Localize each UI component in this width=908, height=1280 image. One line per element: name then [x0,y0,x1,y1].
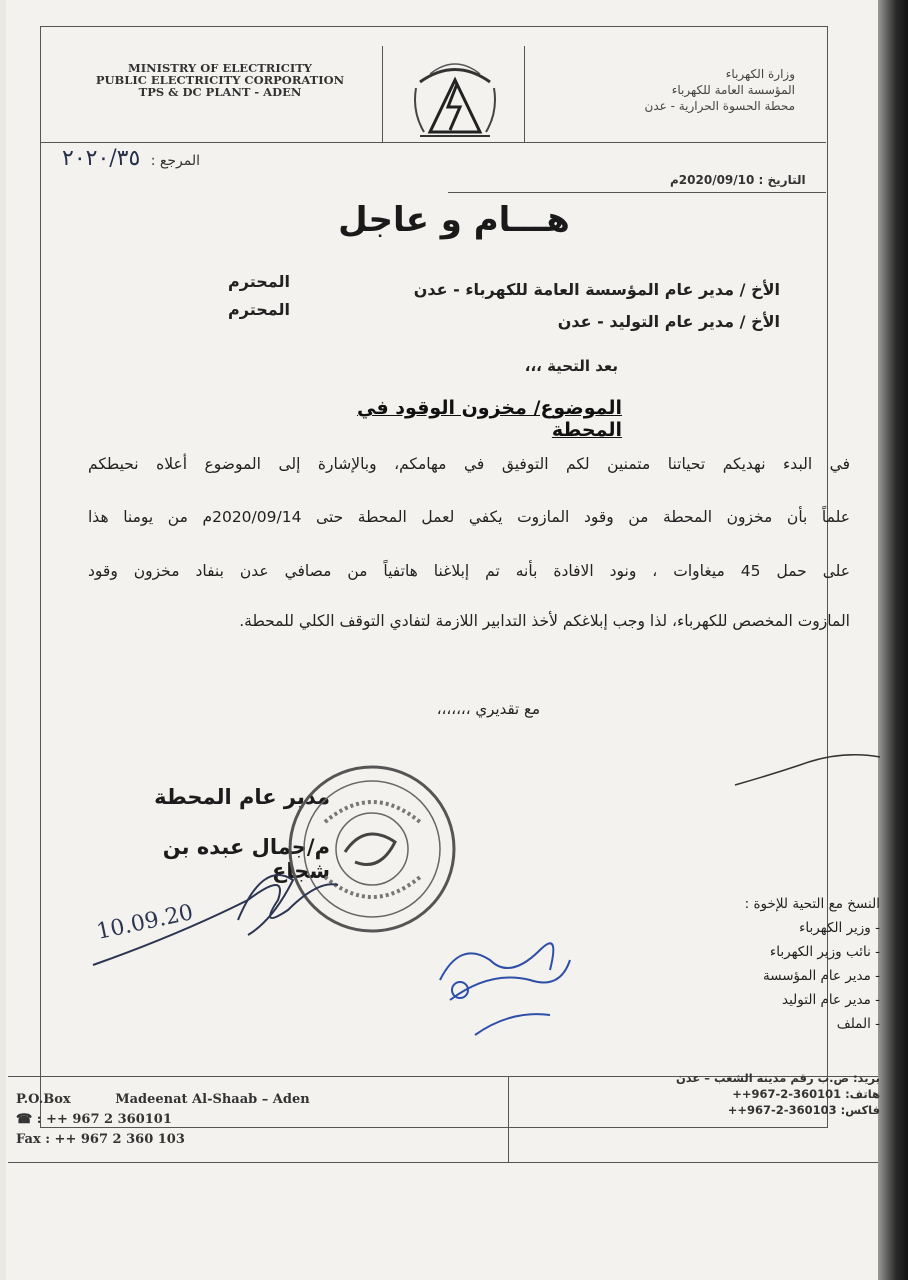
date-divider [448,192,826,193]
reference-number [62,146,200,171]
handwritten-date: 10.09.20 [94,900,196,945]
date-value: 2020/09/10م [670,173,755,187]
footer-pobox: P.O.Box [16,1092,71,1107]
letterhead-plant-en: TPS & DC PLANT - ADEN [138,85,302,99]
letterhead-ministry-en: MINISTRY OF ELECTRICITY [127,61,313,75]
body-line-1: في البدء نهديكم تحياتنا متمنين لكم التوفيق في مهامكم، وبالإشارة إلى الموضوع أعلاه نحيطكم [88,455,850,473]
recipient-1: الأخ / مدير عام المؤسسة العامة للكهرباء - عدن [413,280,780,299]
handwritten-mark-icon [730,745,890,795]
arabic-letterhead [545,66,795,114]
header-col-divider-left [382,46,383,142]
copies-header: النسخ مع التحية للإخوة : [744,896,880,912]
copy-item: - الملف [836,1016,880,1032]
letterhead-plant-ar: محطة الحسوة الحرارية - عدن [644,99,795,113]
footer-phone-en [16,1110,310,1130]
footer-address-en [16,1090,310,1110]
footer-fax-value: : ++ 967 2 360 103 [45,1132,185,1147]
copy-item: - نائب وزير الكهرباء [769,944,880,960]
footer-english [16,1090,310,1150]
recipient-1-honorific: المحترم [228,272,290,291]
letter-date [670,173,806,187]
footer-phone-value: : ++ 967 2 360101 [36,1112,172,1127]
recipient-2-honorific: المحترم [228,300,290,319]
footer-phone-ar: هاتف: 360101-2-967++ [732,1087,880,1101]
body-line-4: المازوت المخصص للكهرباء، لذا وجب إبلاغكم لأخذ التدابير اللازمة لتفادي التوقف الكلي للمحطة. [239,612,850,630]
body-line-3: على حمل 45 ميغاوات ، ونود الافادة بأنه تم إبلاغنا هاتفياً من مصافي عدن بنفاد مخزون وقود [88,562,850,580]
phone-icon: ☎ [16,1112,33,1127]
signatory-title: مدير عام المحطة [154,785,330,809]
footer-mail-ar: بريد: ص.ب رقم مدينة الشعب – عدن [675,1071,880,1085]
greeting: بعد التحية ،،، [524,357,618,375]
recipient-2: الأخ / مدير عام التوليد - عدن [557,312,780,331]
english-letterhead [70,62,370,98]
footer-bottom-line [8,1162,878,1163]
letterhead-corp-ar: المؤسسة العامة للكهرباء [671,83,795,97]
date-label: التاريخ : [758,173,806,187]
letterhead-corp-en: PUBLIC ELECTRICITY CORPORATION [95,73,345,87]
footer-col-divider [508,1076,509,1162]
copy-item: - مدير عام المؤسسة [762,968,880,984]
signatory-name: م/جمال عبده بن شجاع [162,835,330,883]
copies-list [650,892,880,1036]
header-col-divider-right [524,46,525,142]
body-line-2: علماً بأن مخزون المحطة من وقود المازوت يكفي لعمل المحطة حتى 2020/09/14م من يومنا هذا [88,508,850,526]
copy-item: - مدير عام التوليد [782,992,880,1008]
reference-label: المرجع : [150,153,201,169]
reference-value: ٢٠٢٠/٣٥ [62,146,141,171]
handwritten-note-icon [430,920,580,1050]
corporation-logo-icon [410,52,500,147]
letter-subject: الموضوع/ مخزون الوقود في المحطة [357,397,622,441]
footer-fax-label: Fax [16,1132,41,1147]
footer-arabic [640,1070,880,1118]
footer-city: Madeenat Al-Shaab – Aden [115,1092,310,1107]
letter-title: هـــام و عاجل [338,200,570,240]
footer-fax-en [16,1130,310,1150]
letterhead-ministry-ar: وزارة الكهرباء [725,67,795,81]
footer-fax-ar: فاكس: 360103-2-967++ [727,1103,880,1117]
closing-line: مع تقديري ،،،،،،، [436,700,540,718]
copy-item: - وزير الكهرباء [799,920,880,936]
signature-scribble-icon [88,840,388,970]
